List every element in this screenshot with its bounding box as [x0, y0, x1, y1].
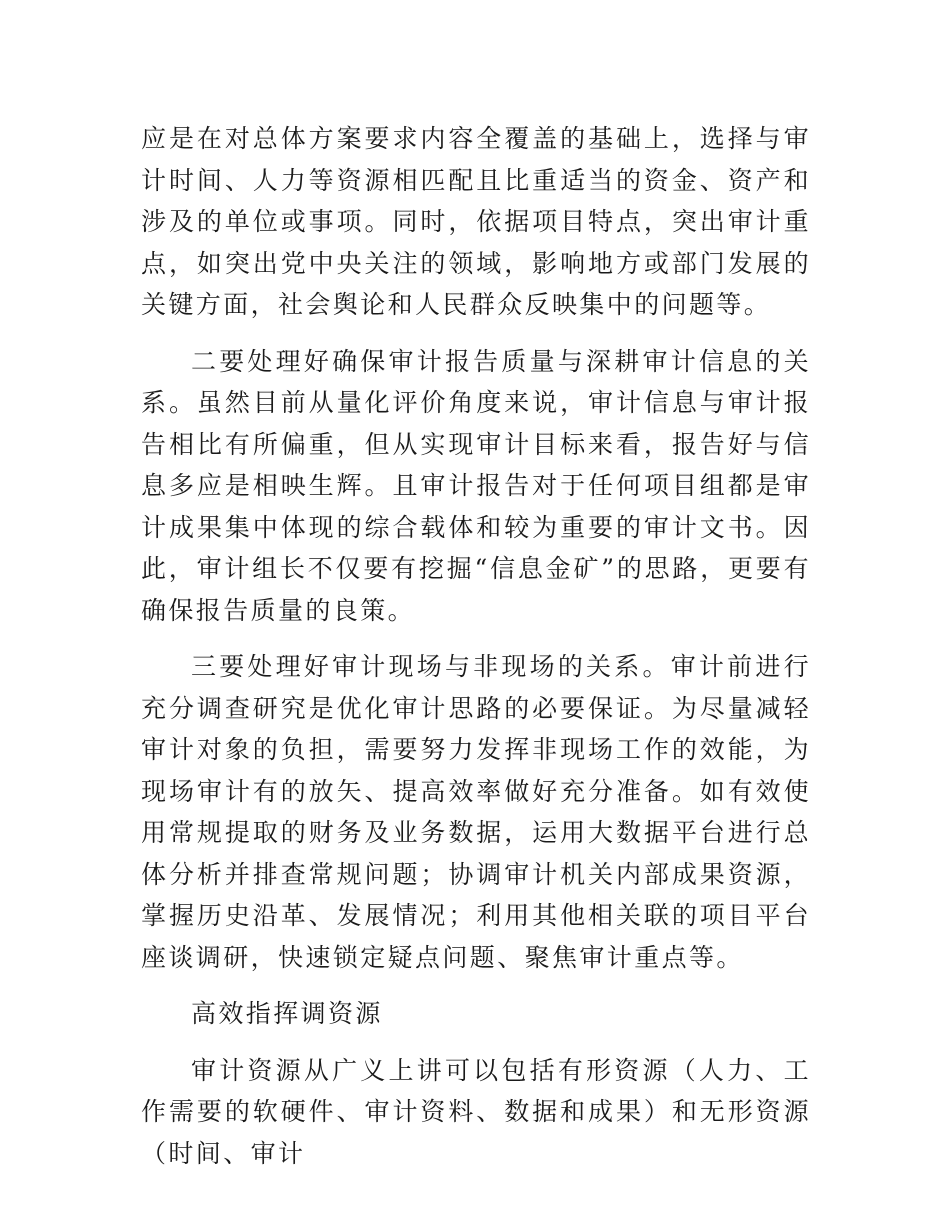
paragraph-audit-resources: 审计资源从广义上讲可以包括有形资源（人力、工作需要的软硬件、审计资料、数据和成果）和无形资源（时间、审计 [141, 1055, 811, 1168]
paragraph-continued: 应是在对总体方案要求内容全覆盖的基础上，选择与审计时间、人力等资源相匹配且比重适当的资金、资产和涉及的单位或事项。同时，依据项目特点，突出审计重点，如突出党中央关注的领域，影响地方或部门发展的关键方面，社会舆论和人民群众反映集中的问题等。 [141, 124, 811, 319]
document-body [141, 118, 811, 1189]
paragraph-report-quality: 二要处理好确保审计报告质量与深耕审计信息的关系。虽然目前从量化评价角度来说，审计信息与审计报告相比有所偏重，但从实现审计目标来看，报告好与信息多应是相映生辉。且审计报告对于任何项目组都是审计成果集中体现的综合载体和较为重要的审计文书。因此，审计组长不仅要有挖掘“信息金矿”的思路，更要有确保报告质量的良策。 [141, 346, 811, 625]
section-heading: 高效指挥调资源 [191, 999, 383, 1028]
paragraph-onsite-offsite: 三要处理好审计现场与非现场的关系。审计前进行充分调查研究是优化审计思路的必要保证。为尽量减轻审计对象的负担，需要努力发挥非现场工作的效能，为现场审计有的放矢、提高效率做好充分准备。如有效使用常规提取的财务及业务数据，运用大数据平台进行总体分析并排查常规问题；协调审计机关内部成果资源，掌握历史沿革、发展情况；利用其他相关联的项目平台座谈调研，快速锁定疑点问题、聚焦审计重点等。 [141, 652, 811, 972]
